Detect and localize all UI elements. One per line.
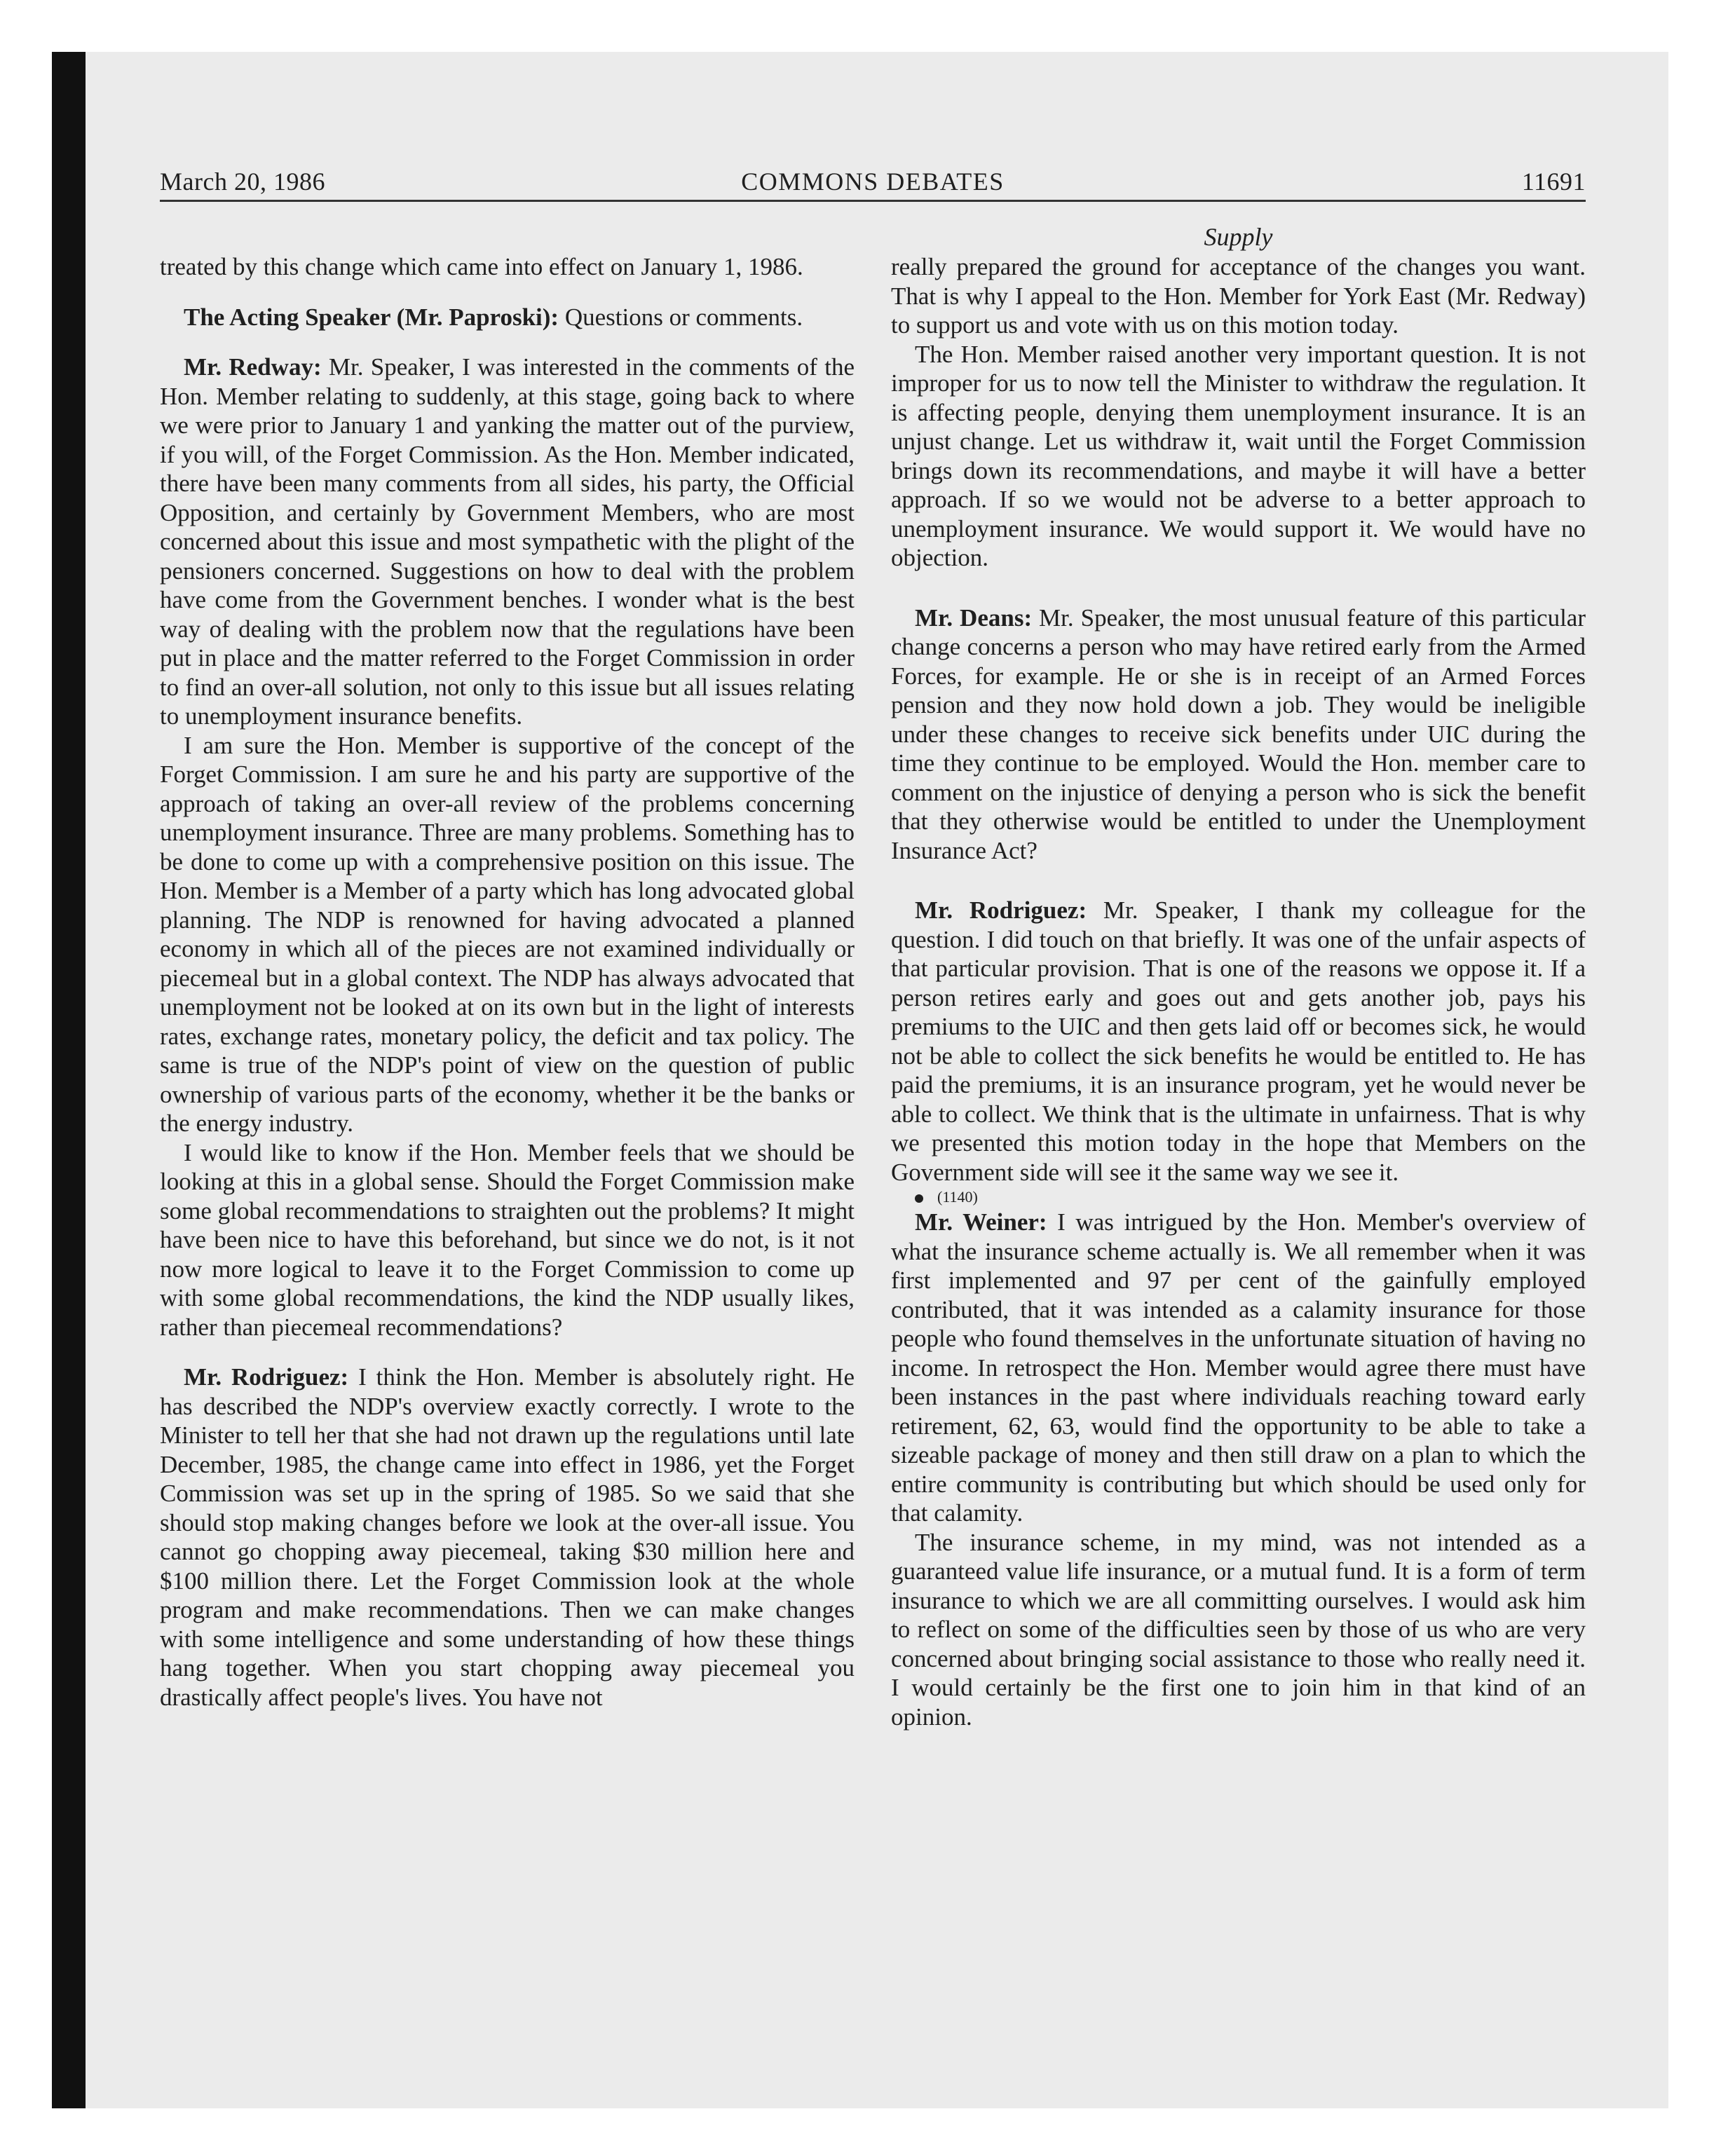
speech-text: Mr. Speaker, I thank my colleague for the question. I did touch on that briefly. It was one of the unfair aspects of that particular provision. That is one of the reasons we oppose it. If a person retires early and goes out and gets another job, pays his premiums to the UIC and then gets laid off or becomes sick, he would not be able to collect the sick benefits he would be entitled to. He has paid the premiums, it is an insurance program, yet he would never be able to collect. We think that is the ultimate in unfairness. That is why we presented this motion today in the hope that Members on the Government side will see it the same way we see it. [891,896,1586,1186]
header-rule [160,200,1586,202]
paragraph [160,303,855,332]
header-title: COMMONS DEBATES [741,168,1005,196]
paragraph: really prepared the ground for acceptance of the changes you want. That is why I appeal to the Hon. Member for York East (Mr. Redway) to support us and vote with us on this motion today. [891,253,1586,339]
paragraph [160,1363,855,1712]
scan-binding-edge [52,52,86,2108]
paragraph: The Hon. Member raised another very important question. It is not improper for us to now tell the Minister to withdraw the regulation. It is affecting people, denying them unemployment insurance. It is an unjust change. Let us withdraw it, wait until the Forget Commission brings down its recommendations, and maybe it will have a better approach. If so we would not be adverse to a better approach to unemployment insurance. We would support it. We would have no objection. [891,340,1586,571]
speech-text: Mr. Speaker, I was interested in the comments of the Hon. Member relating to suddenly, at this stage, going back to where we were prior to January 1 and yanking the matter out of the purview, if you will, of the Forget Commission. As the Hon. Member indicated, there have been many comments from all sides, his party, the Official Opposition, and certainly by Government Members, who are most concerned about this issue and most sympathetic with the plight of the pensioners concerned. Suggestions on how to deal with the problem have come from the Government benches. I wonder what is the best way of dealing with the problem now that the regulations have been put in place and the matter referred to the Forget Commission in order to find an over-all solution, not only to this issue but all issues relating to unemployment insurance benefits. [160,353,855,730]
speaker-name: Mr. Rodriguez: [184,1363,349,1391]
left-column [160,252,855,1712]
paragraph [891,1208,1586,1528]
header-page-number: 11691 [1521,168,1586,196]
speech-text: Questions or comments. [559,303,803,331]
paragraph: The insurance scheme, in my mind, was not intended as a guaranteed value life insurance, or a mutual fund. It is a form of term insurance to which we are all committing ourselves. I would ask him to reflect on some of the difficulties seen by those of us who are very concerned about bringing social assistance to those who really need it. I would certainly be the first one to join him in that kind of an opinion. [891,1528,1586,1731]
paragraph [891,603,1586,866]
speaker-name: The Acting Speaker (Mr. Paproski): [184,303,559,331]
header-date: March 20, 1986 [160,168,325,196]
paragraph: I would like to know if the Hon. Member feels that we should be looking at this in a global sense. Should the Forget Commission make some global recommendations to straighten out the problems? It might have been nice to have this beforehand, but since we do not, is it not now more logical to leave it to the Forget Commission to come up with some global recommendations, the kind the NDP usually likes, rather than piecemeal recommendations? [160,1138,855,1341]
paragraph [891,896,1586,1187]
speech-text: Mr. Speaker, the most unusual feature of this particular change concerns a person who may have retired early from the Armed Forces, for example. He or she is in receipt of an Armed Forces pension and they now hold down a job. They would be ineligible under these changes to receive sick benefits under UIC during the time they continue to be employed. Would the Hon. member care to comment on the injustice of denying a person who is sick the benefit that they otherwise would be entitled to under the Unemployment Insurance Act? [891,603,1586,864]
paragraph: treated by this change which came into effect on January 1, 1986. [160,253,803,280]
speaker-name: Mr. Rodriguez: [915,896,1087,924]
speech-text: I was intrigued by the Hon. Member's overview of what the insurance scheme actually is. We all remember when it was first implemented and 97 per cent of the gainfully employed contributed, that it was intended as a calamity insurance for those people who found themselves in the unfortunate situation of having no income. In retrospect the Hon. Member would agree there must have been instances in the past where individuals reaching toward early retirement, 62, 63, would find the opportunity to be able to take a sizeable package of money and then still draw on a plan to which the entire community is contributing but which should be used only for that calamity. [891,1208,1586,1527]
speech-text: I think the Hon. Member is absolutely right. He has described the NDP's overview exactly correctly. I wrote to the Minister to tell her that she had not drawn up the regulations until late December, 1985, the change came into effect in 1986, yet the Forget Commission was set up in the spring of 1985. So we said that she should stop making changes before we look at the over-all issue. You cannot go chopping away piecemeal, taking $30 million here and $100 million there. Let the Forget Commission look at the whole program and make recommendations. Then we can make changes with some intelligence and some understanding of how these things hang together. When you start chopping away piecemeal you drastically affect people's lives. You have not [160,1363,855,1711]
time-marker-text: (1140) [937,1188,978,1206]
time-marker [891,1187,1586,1208]
paragraph: I am sure the Hon. Member is supportive of the concept of the Forget Commission. I am sure he and his party are supportive of the approach of taking an over-all review of the problems concerning unemployment insurance. Three are many problems. Something has to be done to come up with a comprehensive position on this issue. The Hon. Member is a Member of a party which has long advocated global planning. The NDP is renowned for having advocated a planned economy in which all of the pieces are not examined individually or piecemeal but in a global context. The NDP has always advocated that unemployment not be looked at on its own but in the light of interests rates, exchange rates, monetary policy, the deficit and tax policy. The same is true of the NDP's point of view on the question of public ownership of various parts of the economy, whether it be the banks or the energy industry. [160,731,855,1137]
section-title: Supply [1204,223,1273,251]
speaker-name: Mr. Deans: [915,603,1033,632]
right-column [891,252,1586,1731]
bullet-icon [915,1194,923,1203]
speaker-name: Mr. Redway: [184,353,322,381]
speaker-name: Mr. Weiner: [915,1208,1047,1236]
paragraph [160,353,855,731]
page-header [160,164,1586,199]
